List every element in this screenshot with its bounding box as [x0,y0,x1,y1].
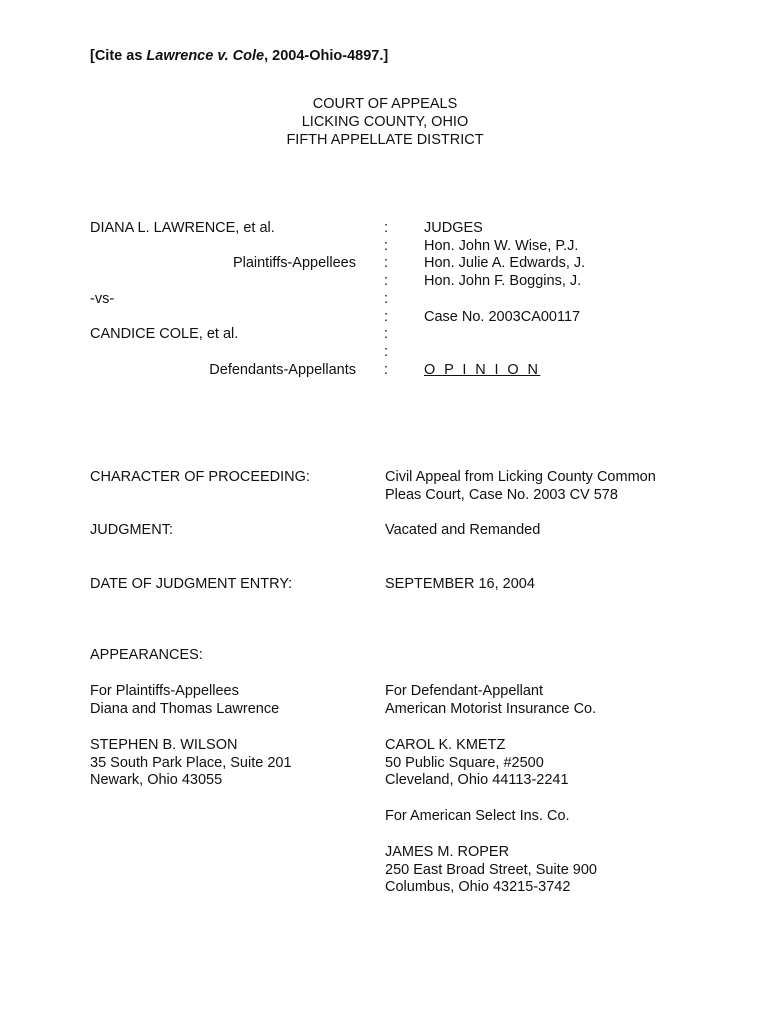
appearance-for-defendant: For Defendant-Appellant [385,683,543,699]
caption-colon: : [384,291,389,307]
attorney-name: JAMES M. ROPER [385,844,510,860]
versus-label: -vs- [90,291,115,307]
citation-header [90,47,388,65]
appearance-for-plaintiffs: For Plaintiffs-Appellees [90,683,239,699]
court-line-3: FIFTH APPELLATE DISTRICT [286,132,484,148]
judge-name: Hon. Julie A. Edwards, J. [424,255,586,271]
judge-name: Hon. John W. Wise, P.J. [424,238,579,254]
character-value-line-1: Civil Appeal from Licking County Common [385,469,656,485]
cite-case-name: Lawrence v. Cole [146,48,265,64]
cite-prefix: [Cite as [90,48,147,64]
caption-colon: : [384,362,389,378]
attorney-address-line-1: 50 Public Square, #2500 [385,755,544,771]
caption-colon: : [384,326,389,342]
court-heading [0,95,770,149]
appearance-defendant-party: American Motorist Insurance Co. [385,701,597,717]
character-label: CHARACTER OF PROCEEDING: [90,469,310,485]
character-value-line-2: Pleas Court, Case No. 2003 CV 578 [385,487,618,503]
caption-colon: : [384,273,389,289]
judgment-value: Vacated and Remanded [385,522,541,538]
opinion-title: O P I N I O N [424,362,541,378]
judge-name: Hon. John F. Boggins, J. [424,273,582,289]
appearance-for-select-ins: For American Select Ins. Co. [385,808,570,824]
cite-suffix: , 2004-Ohio-4897.] [264,48,389,64]
appearance-plaintiff-parties: Diana and Thomas Lawrence [90,701,280,717]
court-line-2: LICKING COUNTY, OHIO [301,114,469,130]
plaintiff-name: DIANA L. LAWRENCE, et al. [90,220,275,236]
court-line-1: COURT OF APPEALS [312,96,458,112]
date-label: DATE OF JUDGMENT ENTRY: [90,576,293,592]
attorney-address-line-1: 250 East Broad Street, Suite 900 [385,862,597,878]
defendant-role: Defendants-Appellants [209,362,356,378]
attorney-name: CAROL K. KMETZ [385,737,506,753]
attorney-address-line-2: Columbus, Ohio 43215-3742 [385,879,571,895]
judgment-label: JUDGMENT: [90,522,173,538]
attorney-name: STEPHEN B. WILSON [90,737,238,753]
attorney-address-line-2: Cleveland, Ohio 44113-2241 [385,772,569,788]
defendant-name: CANDICE COLE, et al. [90,326,239,342]
case-number: Case No. 2003CA00117 [424,309,581,325]
judges-heading: JUDGES [424,220,483,236]
attorney-address-line-1: 35 South Park Place, Suite 201 [90,755,292,771]
caption-colon: : [384,309,389,325]
plaintiff-role: Plaintiffs-Appellees [232,255,356,271]
date-value: SEPTEMBER 16, 2004 [385,576,535,592]
caption-colon: : [384,255,389,271]
caption-colon: : [384,344,389,360]
attorney-address-line-2: Newark, Ohio 43055 [90,772,223,788]
appearances-heading: APPEARANCES: [90,647,203,663]
caption-colon: : [384,238,389,254]
caption-colon: : [384,220,389,236]
